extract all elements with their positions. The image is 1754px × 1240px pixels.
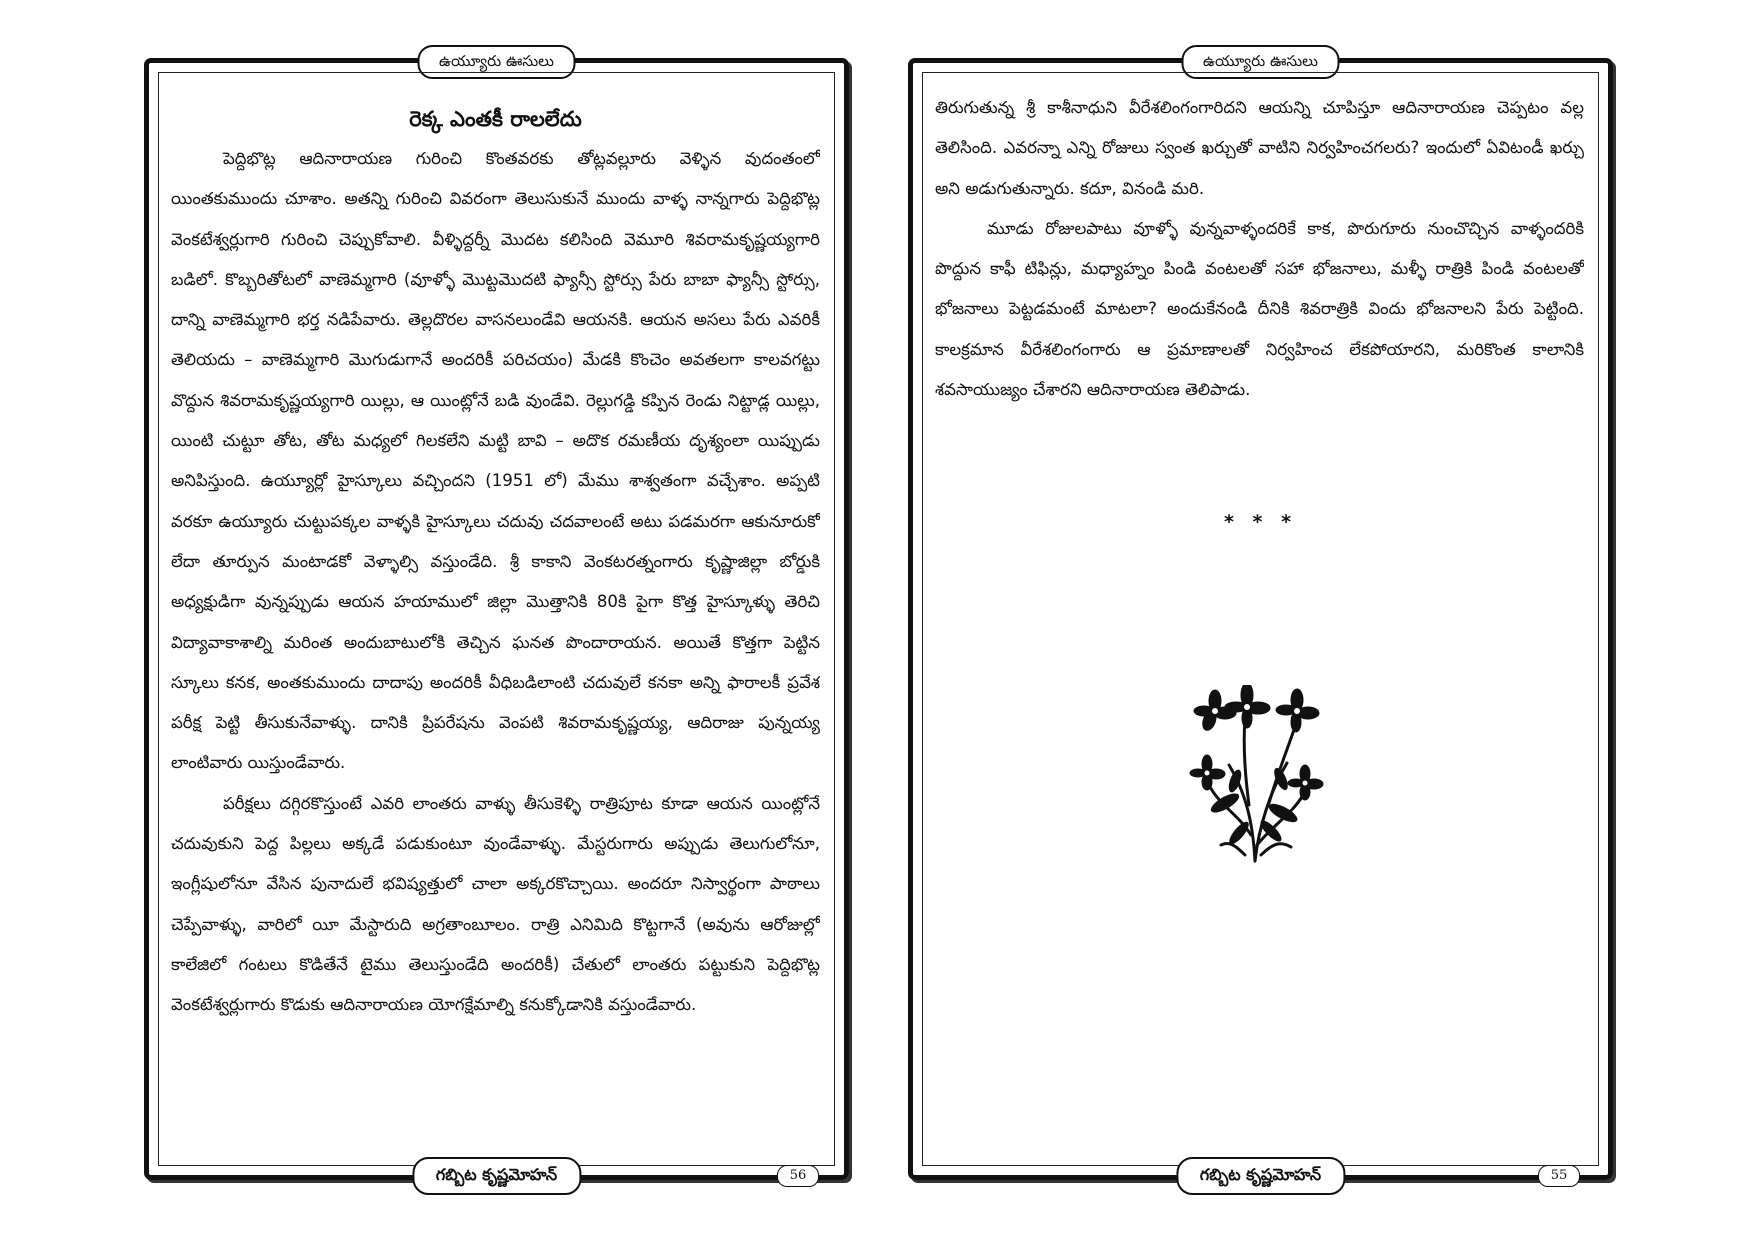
author-footer: గబ్బిట కృష్ణమోహన్: [1176, 1157, 1345, 1195]
page-content: [935, 88, 1584, 1145]
page-inner-border: [922, 72, 1599, 1166]
page-inner-border: [158, 72, 835, 1166]
page-number: 56: [777, 1165, 819, 1187]
paragraph: పెద్దిభొట్ల ఆదినారాయణ గురించి కొంతవరకు తోట్లవల్లూరు వెళ్ళిన వుదంతంలో యింతకుముందు చూశాం. అతన్ని గురించి వివరంగా తెలుసుకునే ముందు వాళ్ళ నాన్నగారు పెద్దిభొట్ల వెంకటేశ్వర్లుగారి గురించి చెప్పుకోవాలి. వీళ్ళిద్దర్నీ మొదట కలిసింది వెమూరి శివరామకృష్ణయ్యగారి బడిలో. కొబ్బరితోటలో వాణెమ్మగారి (వూళ్ళో మొట్టమొదటి ఫ్యాన్సీ స్టోర్సు పేరు బాబా ఫ్యాన్సీ స్టోర్సు, దాన్ని వాణెమ్మగారి భర్త నడిపేవారు. తెల్లదొరల వాసనలుండేవి ఆయనకి. ఆయన అసలు పేరు ఎవరికీ తెలియదు – వాణెమ్మగారి మొగుడుగానే అందరికీ పరిచయం) మేడకి కొంచెం అవతలగా కాలవగట్టు వొద్దున శివరామకృష్ణయ్యగారి యిల్లు, ఆ యింట్లోనే బడి వుండేవి. రెల్లుగడ్డి కప్పిన రెండు నిట్టాడ్ల యిల్లు, యింటి చుట్టూ తోట, తోట మధ్యలో గిలకలేని మట్టి బావి – అదొక రమణీయ దృశ్యంలా యిప్పుడు అనిపిస్తుంది. ఉయ్యూర్లో హైస్కూలు వచ్చిందని (1951 లో) మేము శాశ్వతంగా వచ్చేశాం. అప్పటి వరకూ ఉయ్యూరు చుట్టుపక్కల వాళ్ళకి హైస్కూలు చదువు చదవాలంటే అటు పడమరగా ఆకునూరుకో లేదా తూర్పున మంటాడకో వెళ్ళాల్సి వస్తుండేది. శ్రీ కాకాని వెంకటరత్నంగారు కృష్ణాజిల్లా బోర్డుకి అధ్యక్షుడిగా వున్నప్పుడు ఆయన హయాములో జిల్లా మొత్తానికి 80కి పైగా కొత్త హైస్కూళ్ళు తెరిచి విద్యావాకాశాల్ని మరింత అందుబాటులోకి తెచ్చిన ఘనత పొందారాయన. అయితే కొత్తగా పెట్టిన స్కూలు కనక, అంతకుముందు దాదాపు అందరికీ వీధిబడిలాంటి చదువులే కనకా అన్ని ఫారాలకీ ప్రవేశ పరీక్ష పెట్టి తీసుకునేవాళ్ళు. దానికి ప్రిపరేషను వెంపటి శివరామకృష్ణయ్య, ఆదిరాజు పున్నయ్య లాంటివారు యిస్తుండేవారు.: [171, 149, 820, 773]
page-header: ఉయ్యూరు ఊసులు: [1181, 45, 1340, 79]
page-number: 55: [1538, 1165, 1580, 1187]
left-page: [144, 52, 849, 1184]
paragraph: మూడు రోజులపాటు వూళ్ళో వున్నవాళ్ళందరికే కాక, పొరుగూరు నుంచొచ్చిన వాళ్ళందరికి పొద్దున కాఫీ టిఫిన్లు, మధ్యాహ్నం పిండి వంటలతో సహా భోజనాలు, మళ్ళీ రాత్రికి పిండి వంటలతో భోజనాలు పెట్టడమంటే మాటలా? అందుకేనండి దీనికి శివరాత్రికి విందు భోజనాలని పేరు పెట్టింది. కాలక్రమాన వీరేశలింగంగారు ఆ ప్రమాణాలతో నిర్వహించ లేకపోయారని, మరికొంత కాలానికి శవసాయుజ్యం చేశారని ఆదినారాయణ తెలిపాడు.: [935, 218, 1584, 400]
page-content: [171, 103, 820, 1145]
paragraph: తిరుగుతున్న శ్రీ కాశీనాధుని వీరేశలింగంగారిదని ఆయన్ని చూపిస్తూ ఆదినారాయణ చెప్పటం వల్ల తెలిసింది. ఎవరన్నా ఎన్ని రోజులు స్వంత ఖర్చుతో వాటిని నిర్వహించగలరు? ఇందులో ఏవిటండీ ఖర్చు అని అడుగుతున్నారు. కదూ, వినండి మరి.: [935, 98, 1584, 198]
right-page: [908, 52, 1613, 1184]
page-header: ఉయ్యూరు ఊసులు: [417, 45, 576, 79]
flower-illustration-icon: [1185, 685, 1325, 865]
paragraph: పరీక్షలు దగ్గిరకొస్తుంటే ఎవరి లాంతరు వాళ్ళు తీసుకెళ్ళి రాత్రిపూట కూడా ఆయన యింట్లోనే చదువుకుని పెద్ద పిల్లలు అక్కడే పడుకుంటూ వుండేవాళ్ళు. మేస్టరుగారు అప్పుడు తెలుగులోనూ, ఇంగ్లీషులోనూ వేసిన పునాదులే భవిష్యత్తులో చాలా అక్కరకొచ్చాయి. అందరూ నిస్వార్థంగా పాఠాలు చెప్పేవాళ్ళు, వారిలో యీ మేస్టారుది అగ్రతాంబూలం. రాత్రి ఎనిమిది కొట్టగానే (అవును ఆరోజుల్లో కాలేజిలో గంటలు కొడితేనే టైము తెలుస్తుండేది అందరికీ) చేతులో లాంతరు పట్టుకుని పెద్దిభొట్ల వెంకటేశ్వర్లుగారు కొడుకు ఆదినారాయణ యోగక్షేమాల్ని కనుక్కోడానికి వస్తుండేవారు.: [171, 793, 820, 1015]
section-separator: * * *: [1223, 511, 1298, 533]
chapter-title: రెక్క ఎంతకీ రాలలేదు: [409, 107, 582, 131]
author-footer: గబ్బిట కృష్ణమోహన్: [412, 1157, 581, 1195]
